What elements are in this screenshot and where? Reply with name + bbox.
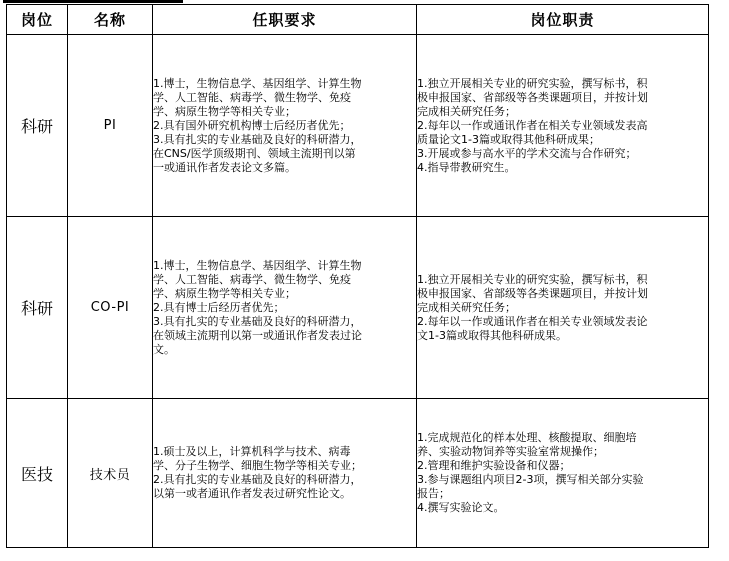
requirement-line: 学、分子生物学、细胞生物学等相关专业； [153, 459, 362, 472]
header-duties: 岗位职责 [417, 5, 709, 35]
duty-line: 报告； [417, 487, 450, 500]
name-cell: 技术员 [68, 399, 153, 548]
requirement-line: 在领域主流期刊以第一或通讯作者发表过论 [153, 328, 362, 342]
duty-line: 质量论文1-3篇或取得其他科研成果； [417, 132, 600, 146]
header-row [7, 5, 709, 35]
requirement-line: 文。 [153, 342, 175, 356]
table-row [7, 399, 709, 548]
duties-cell [417, 217, 709, 399]
requirement-line: 一或通讯作者发表论文多篇。 [153, 160, 296, 174]
table-row [7, 217, 709, 399]
requirement-line: 3.具有扎实的专业基础及良好的科研潜力， [153, 314, 362, 328]
duty-line: 极申报国家、省部级等各类课题项目，并按计划 [417, 90, 648, 104]
duty-line: 完成相关研究任务； [417, 104, 516, 118]
header-requirements: 任职要求 [153, 5, 417, 35]
duty-line: 4.指导带教研究生。 [417, 160, 516, 174]
duty-line: 2.管理和维护实验设备和仪器； [417, 459, 571, 472]
duty-line: 1.独立开展相关专业的研究实验，撰写标书，积 [417, 76, 648, 90]
requirement-line: 2.具有扎实的专业基础及良好的科研潜力， [153, 473, 362, 486]
name-cell: CO-PI [68, 217, 153, 399]
duty-line: 1.独立开展相关专业的研究实验，撰写标书，积 [417, 272, 648, 286]
header-position: 岗位 [7, 5, 68, 35]
requirement-line: 1.博士，生物信息学、基因组学、计算生物 [153, 258, 362, 272]
duty-line: 2.每年以一作或通讯作者在相关专业领域发表高 [417, 118, 648, 132]
requirement-line: 学、病原生物学等相关专业； [153, 104, 296, 118]
duty-line: 2.每年以一作或通讯作者在相关专业领域发表论 [417, 314, 648, 328]
requirement-line: 3.具有扎实的专业基础及良好的科研潜力， [153, 132, 362, 146]
requirements-cell [153, 399, 417, 548]
requirement-line: 在CNS/医学顶级期刊、领域主流期刊以第 [153, 146, 356, 160]
requirement-line: 1.博士，生物信息学、基因组学、计算生物 [153, 76, 362, 90]
job-table [6, 4, 709, 548]
duties-cell [417, 35, 709, 217]
requirement-line: 以第一或者通讯作者发表过研究性论文。 [153, 487, 351, 500]
duty-line: 1.完成规范化的样本处理、核酸提取、细胞培 [417, 431, 637, 444]
duty-line: 文1-3篇或取得其他科研成果。 [417, 328, 567, 342]
name-cell: PI [68, 35, 153, 217]
duty-line: 4.撰写实验论文。 [417, 501, 505, 514]
requirement-line: 学、人工智能、病毒学、微生物学、免疫 [153, 90, 351, 104]
duty-line: 养、实验动物饲养等实验室常规操作； [417, 445, 604, 458]
duty-line: 极申报国家、省部级等各类课题项目，并按计划 [417, 286, 648, 300]
position-cell: 医技 [7, 399, 68, 548]
requirements-cell [153, 217, 417, 399]
requirement-line: 1.硕士及以上，计算机科学与技术、病毒 [153, 445, 351, 458]
clipped-heading-line [3, 0, 183, 3]
position-cell: 科研 [7, 217, 68, 399]
duty-line: 3.参与课题组内项目2-3项，撰写相关部分实验 [417, 473, 644, 486]
duty-line: 完成相关研究任务； [417, 300, 516, 314]
table-row [7, 35, 709, 217]
duty-line: 3.开展或参与高水平的学术交流与合作研究； [417, 146, 637, 160]
requirement-line: 2.具有国外研究机构博士后经历者优先； [153, 118, 351, 132]
requirement-line: 2.具有博士后经历者优先； [153, 300, 285, 314]
requirement-line: 学、病原生物学等相关专业； [153, 286, 296, 300]
requirements-cell [153, 35, 417, 217]
position-cell: 科研 [7, 35, 68, 217]
duties-cell [417, 399, 709, 548]
requirement-line: 学、人工智能、病毒学、微生物学、免疫 [153, 272, 351, 286]
header-name: 名称 [68, 5, 153, 35]
